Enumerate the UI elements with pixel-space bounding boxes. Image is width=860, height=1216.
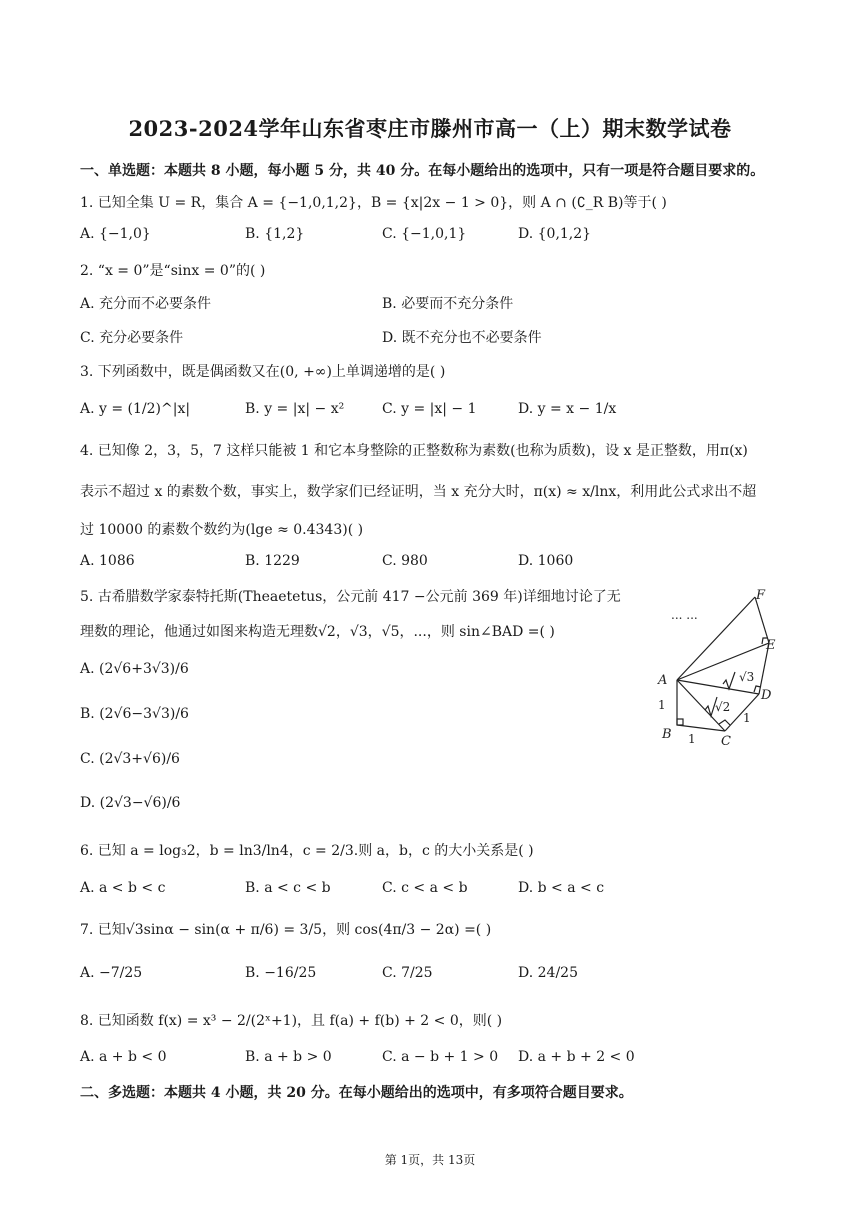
- q6-option-c: C. c < a < b: [382, 880, 468, 896]
- q1-option-d: D. {0,1,2}: [518, 226, 592, 242]
- q4-option-a: A. 1086: [80, 553, 135, 569]
- page-footer: 第 1页，共 13页: [384, 1153, 476, 1167]
- q4-option-d: D. 1060: [518, 553, 574, 569]
- question-6-stem: 6. 已知 a = log₃2，b = ln3/ln4，c = 2/3.则 a，b，c 的大小关系是( ): [80, 843, 534, 859]
- label-d: D: [761, 688, 772, 703]
- question-1-stem: 1. 已知全集 U = R，集合 A = {−1,0,1,2}，B = {x|2x − 1 > 0}，则 A ∩ (∁_R B)等于( ): [80, 195, 667, 211]
- question-7-stem: 7. 已知√3sinα − sin(α + π/6) = 3/5，则 cos(4π/3 − 2α) =( ): [80, 922, 492, 938]
- question-4-stem-line-3: 过 10000 的素数个数约为(lge ≈ 0.4343)( ): [80, 522, 364, 538]
- question-8-stem: 8. 已知函数 f(x) = x³ − 2/(2ˣ+1)，且 f(a) + f(b) + 2 < 0，则( ): [80, 1013, 503, 1029]
- q4-option-c: C. 980: [382, 553, 428, 569]
- q2-option-d: D. 既不充分也不必要条件: [382, 330, 542, 346]
- q5-option-c: C. (2√3+√6)/6: [80, 751, 180, 767]
- label-f: F: [756, 588, 766, 603]
- page-title: 2023-2024学年山东省枣庄市滕州市高一（上）期末数学试卷: [128, 116, 732, 141]
- label-c: C: [721, 734, 731, 749]
- q7-option-c: C. 7/25: [382, 965, 433, 981]
- q6-option-b: B. a < c < b: [245, 880, 331, 896]
- q6-option-d: D. b < a < c: [518, 880, 605, 896]
- question-5-stem-line-2: 理数的理论，他通过如图来构造无理数√2，√3，√5，...，则 sin∠BAD =( ): [80, 624, 555, 640]
- label-a: A: [658, 673, 668, 688]
- label-cd-length: 1: [743, 711, 751, 725]
- q6-option-a: A. a < b < c: [80, 880, 166, 896]
- q5-option-d: D. (2√3−√6)/6: [80, 795, 181, 811]
- q2-option-a: A. 充分而不必要条件: [80, 296, 212, 312]
- q2-option-b: B. 必要而不充分条件: [382, 296, 514, 312]
- q3-option-d: D. y = x − 1/x: [518, 401, 617, 417]
- q3-option-c: C. y = |x| − 1: [382, 401, 477, 417]
- label-sqrt2: √2: [715, 700, 731, 714]
- label-ab-length: 1: [658, 698, 666, 712]
- q1-option-b: B. {1,2}: [245, 226, 305, 242]
- question-5-stem-line-1: 5. 古希腊数学家泰特托斯(Theaetetus，公元前 417 −公元前 369 年)详细地讨论了无: [80, 589, 621, 605]
- label-ellipsis: ... ...: [671, 608, 698, 622]
- q8-option-d: D. a + b + 2 < 0: [518, 1049, 635, 1065]
- q7-option-b: B. −16/25: [245, 965, 317, 981]
- question-4-stem-line-2: 表示不超过 x 的素数个数，事实上，数学家们已经证明，当 x 充分大时，π(x) ≈ x/lnx，利用此公式求出不超: [80, 484, 757, 500]
- section-heading-multiple-choice: 二、多选题：本题共 4 小题，共 20 分。在每小题给出的选项中，有多项符合题目要求。: [80, 1085, 633, 1101]
- question-4-stem-line-1: 4. 已知像 2，3，5，7 这样只能被 1 和它本身整除的正整数称为素数(也称为质数)，设 x 是正整数，用π(x): [80, 443, 748, 459]
- q8-option-c: C. a − b + 1 > 0: [382, 1049, 499, 1065]
- q5-option-a: A. (2√6+3√3)/6: [80, 661, 189, 677]
- q7-option-d: D. 24/25: [518, 965, 578, 981]
- q4-option-b: B. 1229: [245, 553, 300, 569]
- section-heading-single-choice: 一、单选题：本题共 8 小题，每小题 5 分，共 40 分。在每小题给出的选项中，只有一项是符合题目要求的。: [80, 163, 765, 179]
- q1-option-c: C. {−1,0,1}: [382, 226, 467, 242]
- q7-option-a: A. −7/25: [80, 965, 143, 981]
- label-e: E: [766, 638, 776, 653]
- spiral-of-theodorus-figure: [655, 585, 790, 750]
- label-b: B: [662, 727, 672, 742]
- q8-option-a: A. a + b < 0: [80, 1049, 167, 1065]
- label-sqrt3: √3: [739, 670, 755, 684]
- q3-option-a: A. y = (1/2)^|x|: [80, 401, 191, 417]
- q5-option-b: B. (2√6−3√3)/6: [80, 706, 189, 722]
- question-3-stem: 3. 下列函数中，既是偶函数又在(0, +∞)上单调递增的是( ): [80, 364, 446, 380]
- question-2-stem: 2. “x = 0”是“sinx = 0”的( ): [80, 263, 266, 279]
- q3-option-b: B. y = |x| − x²: [245, 401, 345, 417]
- label-bc-length: 1: [688, 732, 696, 746]
- q8-option-b: B. a + b > 0: [245, 1049, 332, 1065]
- q1-option-a: A. {−1,0}: [80, 226, 151, 242]
- q2-option-c: C. 充分必要条件: [80, 330, 184, 346]
